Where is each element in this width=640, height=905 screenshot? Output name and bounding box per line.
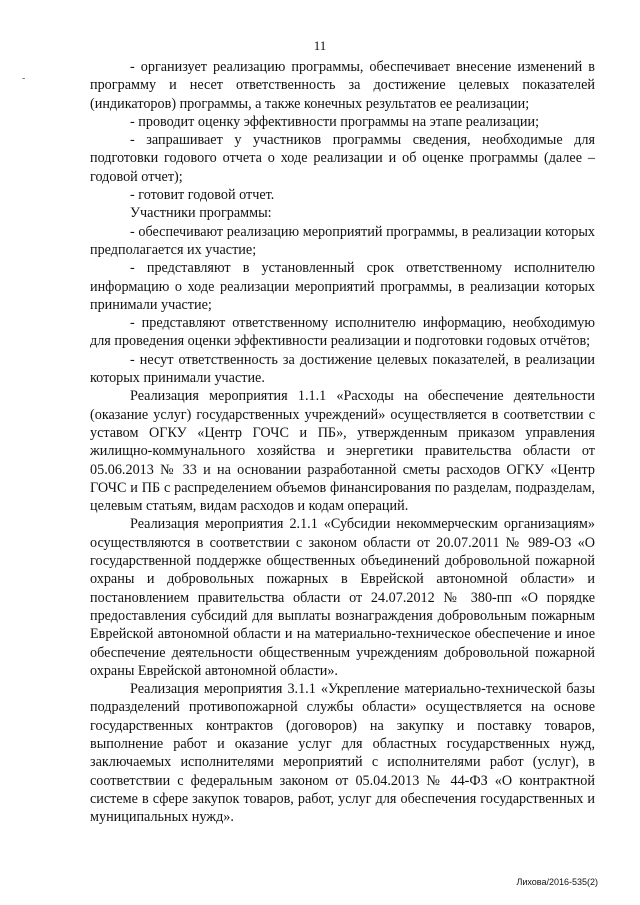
footer-document-code: Лихова/2016-535(2) [516, 877, 598, 887]
paragraph: Реализация мероприятия 3.1.1 «Укрепление материально-технической базы подразделений противопожарной службы области» осуществляется на основе государственных контрактов (договоров) на закупку и поставку товаров, выполнение работ и оказание услуг для областных государственных нужд, заключаемых исполнителями мероприятий с исполнителями работ (услуг), в соответствии с федеральным законом от 05.04.2013 № 44-ФЗ «О контрактной системе в сфере закупок товаров, работ, услуг для обеспечения государственных и муниципальных нужд». [90, 681, 595, 826]
paragraph: Реализация мероприятия 2.1.1 «Субсидии некоммерческим организациям» осуществляются в соответствии с законом области от 20.07.2011 № 989-ОЗ «О государственной поддержке общественных объединений добровольной пожарной охраны и добровольных пожарных в Еврейской автономной области» и постановлением правительства области от 24.07.2012 № 380-пп «О порядке предоставления субсидий для выплаты вознаграждения добровольным пожарным Еврейской автономной области и на материально-техническое обеспечение и иное обеспечение деятельности общественным учреждениям добровольной пожарной охраны Еврейской автономной области». [90, 516, 595, 679]
paragraph: - готовит годовой отчет. [130, 187, 275, 204]
page-number: 11 [313, 38, 327, 53]
paragraph: - несут ответственность за достижение целевых показателей, в реализации которых принимали участие. [90, 351, 595, 387]
paragraph: Участники программы: [130, 205, 272, 222]
paragraph: - проводит оценку эффективности программы на этапе реализации; [130, 113, 540, 130]
paragraph: - представляют ответственному исполнителю информацию, необходимую для проведения оценки эффективности реализации и подготовки годовых отчётов; [90, 315, 595, 350]
paragraph: - представляют в установленный срок ответственному исполнителю информацию о ходе реализации мероприятий программы, в реализации которых принимали участие; [90, 260, 595, 313]
document-body [90, 58, 595, 826]
paragraph: - организует реализацию программы, обеспечивает внесение изменений в программу и несет ответственность за достижение целевых показателей (индикаторов) программы, а также конечных результатов ее реализации; [90, 59, 595, 112]
margin-mark: - [22, 73, 26, 84]
paragraph: Реализация мероприятия 1.1.1 «Расходы на обеспечение деятельности (оказание услуг) государственных учреждений» осуществляется в соответствии с уставом ОГКУ «Центр ГОЧС и ПБ», утвержденным приказом управления жилищно-коммунального хозяйства и энергетики правительства области от 05.06.2013 № 33 и на основании разработанной сметы расходов ОГКУ «Центр ГОЧС и ПБ с распределением объемов финансирования по разделам, подразделам, целевым статьям, видам расходов и кодам операций. [90, 388, 595, 515]
paragraph: - запрашивает у участников программы сведения, необходимые для подготовки годового отчета о ходе реализации и об оценке программы (далее – годовой отчет); [90, 132, 595, 185]
paragraph: - обеспечивают реализацию мероприятий программы, в реализации которых предполагается их участие; [90, 223, 595, 258]
